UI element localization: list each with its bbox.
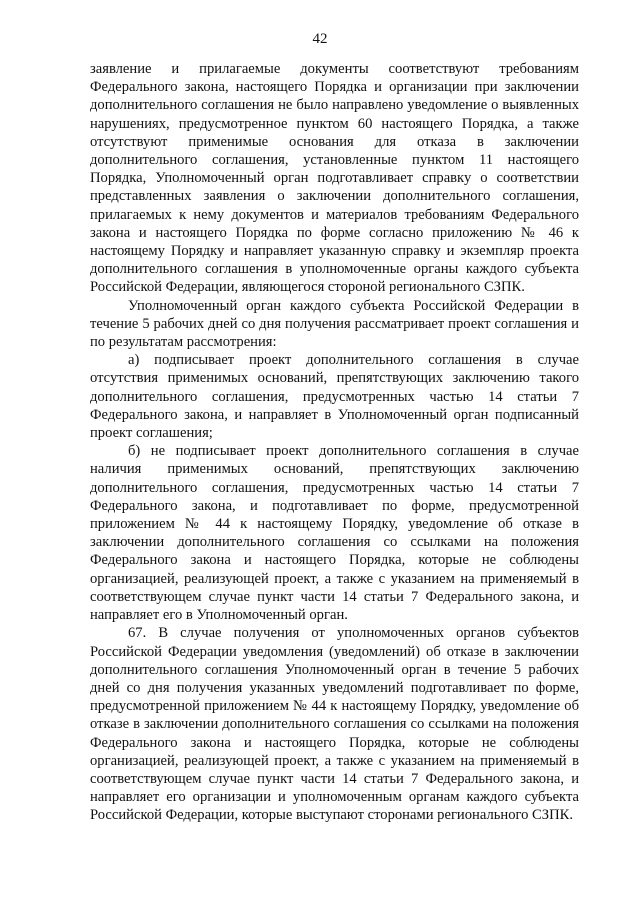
paragraph-item-a: а) подписывает проект дополнительного соглашения в случае отсутствия применимых оснований, препятствующих заключению такого дополнительного соглашения, предусмотренных частью 14 статьи 7 Федерального закона, и направляет в Уполномоченный орган подписанный проект соглашения; xyxy=(90,352,579,442)
page-number: 42 xyxy=(312,31,328,47)
paragraph-continuation: заявление и прилагаемые документы соответствуют требованиям Федерального закона, настоящего Порядка и организации при заключении дополнительного соглашения не было направлено уведомление о выявленных нарушениях, предусмотренное пунктом 60 настоящего Порядка, а также отсутствуют применимые основания для отказа в заключении дополнительного соглашения, установленные пунктом 11 настоящего Порядка, Уполномоченный орган подготавливает справку о соответствии представленных заявления о заключении дополнительного соглашения, прилагаемых к нему документов и материалов требованиям Федерального закона и настоящего Порядка по форме согласно приложению № 46 к настоящему Порядку и направляет указанную справку и экземпляр проекта дополнительного соглашения в уполномоченные органы каждого субъекта Российской Федерации, являющегося стороной регионального СЗПК. xyxy=(90,61,579,296)
paragraph-67: 67. В случае получения от уполномоченных органов субъектов Российской Федерации уведомления (уведомлений) об отказе в заключении дополнительного соглашения Уполномоченный орган в течение 5 рабочих дней со дня получения указанных уведомлений подготавливает по форме, предусмотренной приложением № 44 к настоящему Порядку, уведомление об отказе в заключении дополнительного соглашения со ссылками на положения Федерального закона и настоящего Порядка, которые не соблюдены организацией, реализующей проект, а также с указанием на применяемый в соответствующем случае пункт части 14 статьи 7 Федерального закона, и направляет его организации и уполномоченным органам каждого субъекта Российской Федерации, которые выступают сторонами регионального СЗПК. xyxy=(90,625,579,824)
paragraph-item-b: б) не подписывает проект дополнительного соглашения в случае наличия применимых оснований, препятствующих заключению дополнительного соглашения, предусмотренных частью 14 статьи 7 Федерального закона, и подготавливает по форме, предусмотренной приложением № 44 к настоящему Порядку, уведомление об отказе в заключении дополнительного соглашения со ссылками на положения Федерального закона и настоящего Порядка, которые не соблюдены организацией, реализующей проект, а также с указанием на применяемый в соответствующем случае пункт части 14 статьи 7 Федерального закона, и направляет его в Уполномоченный орган. xyxy=(90,443,579,624)
paragraph-review: Уполномоченный орган каждого субъекта Российской Федерации в течение 5 рабочих дней со дня получения рассматривает проект соглашения и по результатам рассмотрения: xyxy=(90,297,579,351)
document-body xyxy=(90,60,579,825)
